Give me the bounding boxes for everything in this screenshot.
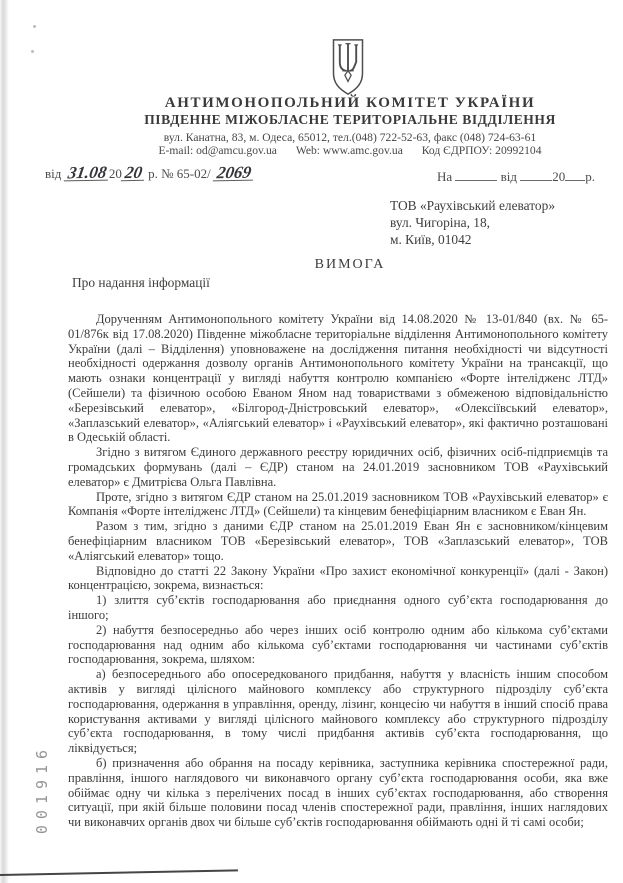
- org-website: Web: www.amc.gov.ua: [295, 144, 403, 157]
- handwritten-number: 2069: [213, 166, 255, 182]
- reply-date-blank: [520, 168, 552, 181]
- body-paragraph: Проте, згідно з витягом ЄДР станом на 25.01.2019 засновником ТОВ «Раухівський елеватор» є Компанія «Форте інтелідженс ЛТД» (Сейшели) та кінцевим бенефіціарним власником є Еван Ян.: [68, 489, 608, 519]
- recipient-block: [390, 197, 555, 248]
- ref-from-label: від: [45, 166, 62, 181]
- body-paragraph: а) безпосереднього або опосередкованого придбання, набуття у власність іншим способом активів у вигляді цілісного майнового комплексу або структурного підрозділу суб’єкта господарювання, одержання в управління, оренду, лізинг, концесію чи набуття в інший спосіб права користування активами у вигляді цілісного майнового комплексу або структурного підрозділу суб’єкта господарювання, в тому числі придбання активів суб’єкта господарювання, що ліквідується;: [68, 667, 608, 756]
- handwritten-year: 20: [121, 166, 146, 181]
- reply-year-suffix: р.: [585, 169, 596, 184]
- org-contact-line: [80, 144, 620, 157]
- body-paragraph: б) призначення або обрання на посаду керівника, заступника керівника спостережної ради, правління, іншого наглядового чи виконавчого органу суб’єкта господарювання особи, яка вже обіймає одну чи кілька з перелічених посад в інших суб’єктах господарювання, або створення ситуації, при якій більше половини посад членів спостережної ради, правління, інших наглядових чи виконавчих органів двох чи більше суб’єктів господарювання обіймають одні й ті самі особи;: [68, 755, 608, 830]
- body-paragraph: Разом з тим, згідно з даними ЄДР станом на 25.01.2019 Еван Ян є засновником/кінцевим бенефіціарним власником ТОВ «Березівський елеватор», ТОВ «Заплазський елеватор», ТОВ «Аліягський елеватор» тощо.: [68, 519, 608, 563]
- reply-na-label: На: [437, 169, 453, 184]
- document-subject: Про надання інформації: [72, 275, 210, 290]
- vertical-page-stamp-number: 001916: [33, 743, 51, 835]
- scan-speck: [33, 25, 36, 28]
- recipient-city: м. Київ, 01042: [390, 232, 472, 247]
- reply-vid-label: від: [500, 169, 518, 184]
- outgoing-reference-line: [45, 162, 254, 183]
- body-paragraph: 2) набуття безпосередньо або через інших осіб контролю одним або кількома суб’єктами господарювання над одним або кількома суб’єктами господарювання чи частинами суб’єктів господарювання, зокрема, шляхом:: [68, 622, 608, 667]
- reply-reference-line: [437, 168, 595, 185]
- body-paragraph: Відповідно до статті 22 Закону України «Про захист економічної конкуренції» (далі - Закон) концентрацією, зокрема, визнається:: [68, 563, 608, 593]
- org-email: E-mail: od@amcu.gov.ua: [158, 144, 277, 157]
- ref-number-prefix: р. № 65-02/: [148, 166, 211, 181]
- scan-artifact-line: [0, 869, 238, 876]
- ref-century: 20: [108, 166, 122, 181]
- org-name-line1: АНТИМОНОПОЛЬНИЙ КОМІТЕТ УКРАЇНИ: [164, 95, 536, 111]
- org-name-line2: ПІВДЕННЕ МІЖОБЛАСНЕ ТЕРИТОРІАЛЬНЕ ВІДДІЛЕННЯ: [144, 112, 556, 127]
- org-edrpou-code: Код ЄДРПОУ: 20992104: [421, 144, 542, 157]
- recipient-company: ТОВ «Раухівський елеватор»: [390, 198, 556, 213]
- body-paragraph: 1) злиття суб’єктів господарювання або приєднання одного суб’єкта господарювання до іншого;: [68, 593, 608, 622]
- reply-year-blank: [565, 168, 585, 181]
- body-paragraph: Дорученням Антимонопольного комітету України від 14.08.2020 № 13-01/840 (вх. № 65-01/876к від 17.08.2020) Південне міжобласне територіальне відділення Антимонопольного комітету України (далі – Відділення) уповноважене на дослідження питання необхідності чи відсутності необхідності одержання дозволу органів Антимонопольного комітету України на трансакції, що мають ознаки концентрації у вигляді набуття контролю компанією «Форте інтелідженс ЛТД» (Сейшели) та фізичною особою Еваном Яном над товариствами з обмеженою відповідальністю «Березівський елеватор», «Білгород-Дністровський елеватор», «Олексіївський елеватор», «Заплазський елеватор», «Аліягський елеватор» і «Раухівський елеватор», які фактично розташовані в Одеській області.: [68, 312, 608, 445]
- reply-year-prefix: 20: [552, 169, 566, 184]
- handwritten-date: 31.08: [63, 166, 110, 182]
- scan-speck: [31, 50, 34, 53]
- recipient-street: вул. Чигоріна, 18,: [390, 215, 491, 230]
- org-address-line: вул. Канатна, 83, м. Одеса, 65012, тел.(048) 722-52-63, факс (048) 724-63-61: [163, 131, 537, 144]
- ukraine-trident-emblem-icon: [329, 38, 367, 101]
- scan-left-edge: [0, 0, 9, 883]
- document-title: ВИМОГА: [314, 257, 386, 272]
- reply-number-blank: [455, 168, 497, 181]
- document-body: [68, 312, 608, 830]
- body-paragraph: Згідно з витягом Єдиного державного реєстру юридичних осіб, фізичних осіб-підприємців та громадських формувань (далі – ЄДР) станом на 24.01.2019 засновником ТОВ «Раухівський елеватор» є Дмитрієва Ольга Павлівна.: [68, 445, 608, 489]
